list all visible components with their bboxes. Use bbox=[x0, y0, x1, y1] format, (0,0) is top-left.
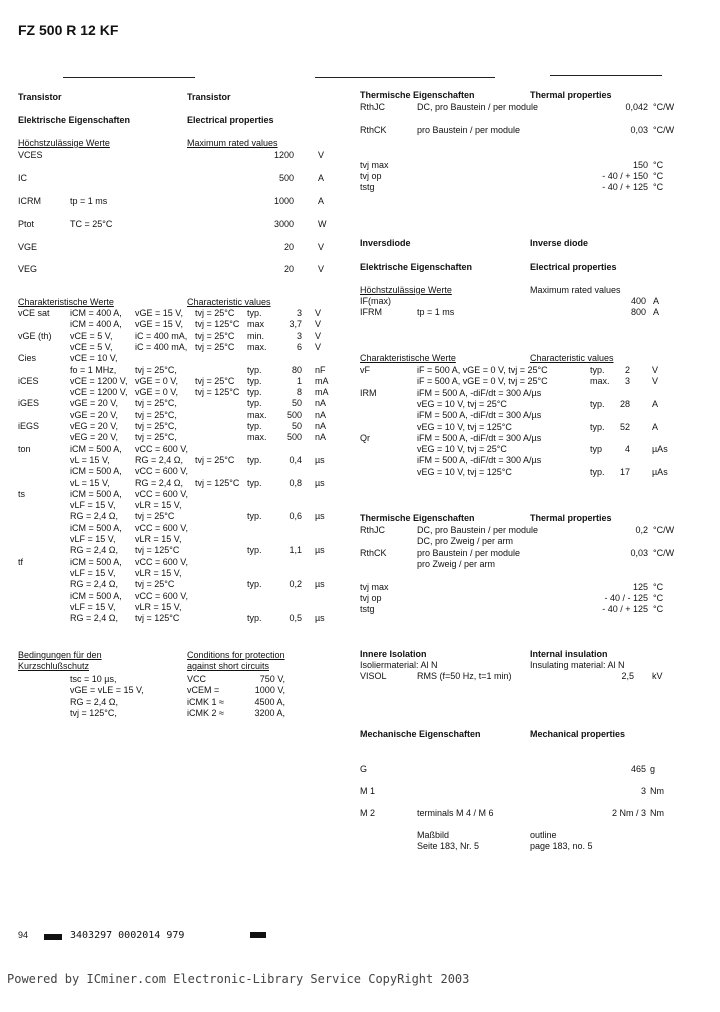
param-condition: iC = 400 mA, bbox=[135, 341, 188, 352]
param-value: 400 bbox=[630, 296, 646, 306]
subheading-de: Charakteristische Werte bbox=[18, 297, 114, 307]
param-qualifier: typ. bbox=[247, 477, 262, 488]
param-value: - 40 / + 125 bbox=[602, 604, 648, 614]
param-qualifier: typ. bbox=[590, 466, 605, 477]
param-condition: iC = 400 mA, bbox=[135, 330, 188, 341]
param-symbol: RthCK bbox=[360, 548, 387, 558]
param-value: 4 bbox=[624, 444, 630, 455]
param-condition: tvj = 25°C bbox=[135, 579, 175, 590]
param-value: 2 bbox=[624, 365, 630, 375]
section-heading-de: Mechanische Eigenschaften bbox=[360, 729, 481, 739]
section-heading-en: Electrical properties bbox=[187, 115, 274, 125]
param-symbol: Qr bbox=[360, 432, 370, 443]
param-unit: nF bbox=[315, 364, 326, 375]
param-condition: vGE = 15 V, bbox=[135, 308, 183, 318]
param-condition: vLR = 15 V, bbox=[135, 500, 182, 511]
condition-line: RG = 2,4 Ω, bbox=[70, 696, 118, 707]
param-unit: V bbox=[315, 341, 322, 352]
subheading-de: Höchstzulässige Werte bbox=[360, 285, 452, 295]
param-value: 50 bbox=[291, 421, 302, 431]
param-value: 465 bbox=[630, 764, 646, 774]
subheading-de: Kurzschlußschutz bbox=[18, 661, 90, 671]
param-condition: vL = 15 V, bbox=[70, 454, 110, 465]
param-condition: tvj = 25°C bbox=[195, 330, 235, 341]
param-unit: µs bbox=[315, 545, 325, 556]
subheading-en: against short circuits bbox=[187, 661, 270, 671]
param-unit: nA bbox=[315, 409, 327, 420]
condition-symbol: iCMK 2 ≈ bbox=[187, 707, 224, 718]
param-unit: V bbox=[652, 365, 659, 375]
param-unit: A bbox=[652, 421, 659, 432]
param-value: 150 bbox=[632, 160, 648, 170]
param-qualifier: typ. bbox=[247, 545, 262, 556]
param-unit: V bbox=[315, 319, 322, 330]
section-heading-de: Thermische Eigenschaften bbox=[360, 90, 475, 100]
param-value: 1000 bbox=[273, 196, 294, 206]
param-value: 3000 bbox=[273, 219, 294, 229]
param-condition: vGE = 20 V, bbox=[70, 409, 118, 420]
section-heading-de: Transistor bbox=[18, 92, 62, 102]
param-unit: µs bbox=[315, 579, 325, 590]
param-symbol: vF bbox=[360, 365, 370, 375]
param-unit: A bbox=[318, 173, 325, 183]
param-condition: RMS (f=50 Hz, t=1 min) bbox=[417, 671, 512, 681]
param-value: 1 bbox=[296, 375, 302, 386]
param-qualifier: typ. bbox=[247, 387, 262, 398]
param-value: 0,2 bbox=[289, 579, 302, 590]
param-symbol: Cies bbox=[18, 353, 37, 364]
param-condition: vGE = 15 V, bbox=[135, 319, 183, 330]
subheading-en: Characteristic values bbox=[530, 353, 614, 363]
param-description: DC, pro Baustein / per module bbox=[417, 525, 539, 535]
param-qualifier: typ. bbox=[247, 454, 262, 465]
param-condition: vL = 15 V, bbox=[70, 477, 110, 488]
param-unit: nA bbox=[315, 432, 327, 443]
param-qualifier: max. bbox=[247, 432, 267, 443]
section-heading-de: Thermische Eigenschaften bbox=[360, 513, 475, 523]
param-value: 28 bbox=[619, 398, 630, 409]
param-unit: °C bbox=[653, 182, 664, 192]
param-value: 500 bbox=[286, 432, 302, 443]
condition-symbol: VCC bbox=[187, 674, 207, 684]
param-unit: µAs bbox=[652, 444, 668, 455]
param-condition: tvj = 25°C, bbox=[135, 432, 177, 443]
param-qualifier: typ. bbox=[590, 421, 605, 432]
param-value: 17 bbox=[619, 466, 630, 477]
param-qualifier: max. bbox=[247, 409, 267, 420]
param-condition: vLF = 15 V, bbox=[70, 567, 116, 578]
barcode-block-right bbox=[250, 932, 266, 938]
outline-ref-en: outline bbox=[530, 830, 557, 840]
param-qualifier: typ. bbox=[247, 579, 262, 590]
param-condition: tvj = 25°C, bbox=[135, 364, 177, 375]
param-qualifier: typ. bbox=[590, 398, 605, 409]
subheading-en: Characteristic values bbox=[187, 297, 271, 307]
param-value: 3 bbox=[296, 330, 302, 341]
param-condition: iFM = 500 A, -diF/dt = 300 A/µs bbox=[417, 410, 542, 421]
param-value: 0,03 bbox=[630, 125, 648, 135]
param-condition: iCM = 500 A, bbox=[70, 522, 122, 533]
condition-value: 750 V, bbox=[259, 674, 285, 684]
param-symbol: tstg bbox=[360, 182, 375, 192]
param-value: 0,8 bbox=[289, 477, 302, 488]
param-value: 2,5 bbox=[621, 671, 634, 681]
section-heading-en: Transistor bbox=[187, 92, 231, 102]
subheading-de: Charakteristische Werte bbox=[360, 353, 456, 363]
param-condition: tp = 1 ms bbox=[70, 196, 108, 206]
subheading-en: Conditions for protection bbox=[187, 650, 285, 660]
param-value: 8 bbox=[296, 387, 302, 398]
param-symbol: RthCK bbox=[360, 125, 387, 135]
param-value: 52 bbox=[619, 421, 630, 432]
section-heading-en: Thermal properties bbox=[530, 90, 612, 100]
param-symbol: IRM bbox=[360, 387, 377, 398]
param-unit: µs bbox=[315, 454, 325, 465]
param-unit: g bbox=[650, 764, 656, 774]
section-heading-de: Elektrische Eigenschaften bbox=[18, 115, 131, 125]
param-condition: iCM = 400 A, bbox=[70, 319, 122, 330]
param-unit: mA bbox=[315, 375, 329, 386]
param-unit: °C bbox=[653, 604, 664, 614]
param-symbol: iEGS bbox=[18, 421, 40, 431]
param-qualifier: typ bbox=[590, 444, 603, 455]
param-qualifier: min. bbox=[247, 330, 265, 341]
param-description: pro Baustein / per module bbox=[417, 548, 521, 558]
param-symbol: VISOL bbox=[360, 671, 387, 681]
section-heading-en: Mechanical properties bbox=[530, 729, 626, 739]
param-unit: A bbox=[652, 398, 659, 409]
param-symbol: VEG bbox=[18, 264, 38, 274]
param-condition: iFM = 500 A, -diF/dt = 300 A/µs bbox=[417, 387, 542, 398]
top-rule bbox=[315, 77, 495, 78]
param-unit: A bbox=[653, 307, 660, 318]
param-condition: iCM = 500 A, bbox=[70, 466, 122, 477]
outline-ref-en: page 183, no. 5 bbox=[530, 841, 593, 851]
param-unit: Nm bbox=[650, 808, 664, 818]
param-symbol: Ptot bbox=[18, 219, 35, 229]
param-value: 6 bbox=[296, 341, 302, 352]
param-symbol: iCES bbox=[18, 375, 39, 386]
param-condition: tvj = 25°C bbox=[195, 454, 235, 465]
subheading-de: Bedingungen für den bbox=[18, 650, 102, 660]
param-symbol: M 1 bbox=[360, 786, 376, 796]
param-condition: RG = 2,4 Ω, bbox=[135, 477, 183, 488]
param-condition: iCM = 500 A, bbox=[70, 590, 122, 601]
insulation-material-de: Isoliermaterial: Al N bbox=[360, 660, 438, 670]
param-unit: nA bbox=[315, 421, 327, 431]
param-unit: °C bbox=[653, 582, 664, 592]
param-value: 20 bbox=[283, 242, 294, 252]
param-qualifier: max bbox=[247, 319, 265, 330]
param-condition: vCE = 10 V, bbox=[70, 353, 118, 364]
param-condition: vCC = 600 V, bbox=[135, 522, 188, 533]
param-value: - 40 / + 125 bbox=[602, 182, 648, 192]
param-value: 0,5 bbox=[289, 613, 302, 624]
param-symbol: iGES bbox=[18, 398, 40, 409]
param-unit: Nm bbox=[650, 786, 664, 796]
param-condition: iFM = 500 A, -diF/dt = 300 A/µs bbox=[417, 432, 542, 443]
subheading-de: Höchstzulässige Werte bbox=[18, 138, 110, 148]
param-value: 3 bbox=[640, 786, 646, 796]
param-value: - 40 / + 150 bbox=[602, 171, 648, 181]
param-condition: vCC = 600 V, bbox=[135, 488, 188, 499]
param-condition: iF = 500 A, vGE = 0 V, tvj = 25°C bbox=[417, 365, 548, 375]
param-unit: mA bbox=[315, 387, 329, 398]
param-symbol: ts bbox=[18, 488, 26, 499]
param-condition: vGE = 0 V, bbox=[135, 387, 178, 398]
param-value: 0,042 bbox=[625, 102, 648, 112]
param-description: DC, pro Baustein / per module bbox=[417, 102, 539, 112]
param-value: 1200 bbox=[273, 150, 294, 160]
condition-value: 4500 A, bbox=[254, 696, 285, 707]
condition-value: 1000 V, bbox=[254, 685, 285, 696]
page-number: 94 bbox=[18, 930, 29, 940]
section-heading-en: Electrical properties bbox=[530, 262, 617, 272]
section-heading-de: Elektrische Eigenschaften bbox=[360, 262, 473, 272]
section-heading-de: Inversdiode bbox=[360, 238, 411, 248]
param-qualifier: typ. bbox=[247, 398, 262, 409]
barcode-text: 3403297 0002014 979 bbox=[70, 930, 185, 941]
param-symbol: tvj max bbox=[360, 582, 389, 592]
param-symbol: ICRM bbox=[18, 196, 41, 206]
outline-ref-de: Seite 183, Nr. 5 bbox=[417, 841, 480, 851]
condition-value: 3200 A, bbox=[254, 707, 285, 718]
param-condition: tvj = 125°C bbox=[135, 545, 180, 556]
param-value: - 40 / - 125 bbox=[604, 593, 648, 603]
param-description: terminals M 4 / M 6 bbox=[417, 808, 494, 818]
param-condition: vEG = 10 V, tvj = 25°C bbox=[417, 444, 507, 455]
param-condition: vGE = 0 V, bbox=[135, 375, 178, 386]
param-unit: W bbox=[318, 219, 327, 229]
param-symbol: RthJC bbox=[360, 102, 386, 112]
subheading-en: Maximum rated values bbox=[187, 138, 278, 148]
param-condition: iFM = 500 A, -diF/dt = 300 A/µs bbox=[417, 455, 542, 466]
param-symbol: IC bbox=[18, 173, 27, 183]
param-condition: tvj = 25°C bbox=[195, 308, 235, 318]
param-condition: vCE = 1200 V, bbox=[70, 387, 128, 398]
param-condition: vEG = 20 V, bbox=[70, 421, 118, 431]
param-condition: RG = 2,4 Ω, bbox=[135, 454, 183, 465]
param-unit: nA bbox=[315, 398, 327, 409]
param-value: 20 bbox=[283, 264, 294, 274]
condition-line: tvj = 125°C, bbox=[70, 707, 117, 718]
section-heading-de: Innere Isolation bbox=[360, 649, 427, 659]
param-value: 500 bbox=[278, 173, 294, 183]
footer: Powered by ICminer.com Electronic-Library Service CopyRight 2003 bbox=[7, 972, 470, 986]
section-heading-en: Inverse diode bbox=[530, 238, 589, 248]
condition-line: vGE = vLE = 15 V, bbox=[70, 685, 144, 696]
param-condition: tvj = 25°C, bbox=[135, 398, 177, 409]
param-value: 0,6 bbox=[289, 511, 302, 522]
param-symbol: VGE bbox=[18, 242, 38, 252]
param-value: 3 bbox=[624, 376, 630, 387]
param-condition: tvj = 125°C bbox=[195, 477, 240, 488]
param-condition: vLF = 15 V, bbox=[70, 500, 116, 511]
param-condition: vCE = 5 V, bbox=[70, 330, 113, 341]
param-condition: vGE = 20 V, bbox=[70, 398, 118, 409]
param-condition: iCM = 400 A, bbox=[70, 308, 122, 318]
param-condition: vCC = 600 V, bbox=[135, 466, 188, 477]
param-symbol: tf bbox=[18, 556, 24, 567]
param-condition: tvj = 25°C bbox=[195, 341, 235, 352]
param-condition: RG = 2,4 Ω, bbox=[70, 545, 118, 556]
param-condition: RG = 2,4 Ω, bbox=[70, 579, 118, 590]
condition-line: tsc = 10 µs, bbox=[70, 674, 117, 684]
param-value: 500 bbox=[286, 409, 302, 420]
param-condition: vCE = 5 V, bbox=[70, 341, 113, 352]
param-unit: V bbox=[315, 308, 322, 318]
param-symbol: IF(max) bbox=[360, 296, 391, 306]
param-condition: tvj = 125°C bbox=[195, 387, 240, 398]
param-unit: °C/W bbox=[653, 125, 675, 135]
param-qualifier: typ. bbox=[247, 375, 262, 386]
param-condition: iCM = 500 A, bbox=[70, 443, 122, 454]
param-qualifier: typ. bbox=[247, 308, 262, 318]
param-condition: vLR = 15 V, bbox=[135, 567, 182, 578]
param-unit: V bbox=[318, 264, 325, 274]
param-unit: V bbox=[652, 376, 659, 387]
param-unit: °C/W bbox=[653, 102, 675, 112]
top-rule bbox=[550, 75, 662, 76]
param-condition: tvj = 125°C bbox=[135, 613, 180, 624]
param-unit: °C bbox=[653, 593, 664, 603]
condition-symbol: vCEM = bbox=[187, 685, 220, 696]
param-symbol: tvj op bbox=[360, 593, 382, 603]
param-condition: vCC = 600 V, bbox=[135, 590, 188, 601]
param-condition: tvj = 25°C, bbox=[135, 421, 177, 431]
param-unit: A bbox=[653, 296, 660, 306]
param-symbol: M 2 bbox=[360, 808, 376, 818]
param-description: DC, pro Zweig / per arm bbox=[417, 536, 514, 546]
param-symbol: ton bbox=[18, 443, 31, 454]
section-heading-en: Thermal properties bbox=[530, 513, 612, 523]
param-unit: A bbox=[318, 196, 325, 206]
param-value: 50 bbox=[291, 398, 302, 409]
param-condition: iCM = 500 A, bbox=[70, 556, 122, 567]
param-value: 0,4 bbox=[289, 454, 302, 465]
param-unit: V bbox=[315, 330, 322, 341]
param-condition: vLR = 15 V, bbox=[135, 601, 182, 612]
param-condition: tvj = 125°C bbox=[195, 319, 240, 330]
param-value: 0,2 bbox=[635, 525, 648, 535]
section-heading-en: Internal insulation bbox=[530, 649, 608, 659]
param-symbol: tvj op bbox=[360, 171, 382, 181]
param-unit: °C/W bbox=[653, 548, 675, 558]
barcode-block-left bbox=[44, 934, 62, 940]
param-unit: µs bbox=[315, 613, 325, 624]
param-value: 800 bbox=[630, 307, 646, 318]
param-condition: tvj = 25°C bbox=[135, 511, 175, 522]
param-unit: µs bbox=[315, 511, 325, 522]
param-value: 125 bbox=[632, 582, 648, 592]
top-rule bbox=[63, 77, 195, 78]
param-condition: RG = 2,4 Ω, bbox=[70, 613, 118, 624]
param-value: 0,03 bbox=[630, 548, 648, 558]
subheading-en: Maximum rated values bbox=[530, 285, 621, 295]
param-symbol: tstg bbox=[360, 604, 375, 614]
insulation-material-en: Insulating material: Al N bbox=[530, 660, 625, 670]
param-symbol: VCES bbox=[18, 150, 43, 160]
param-condition: tp = 1 ms bbox=[417, 307, 455, 318]
param-unit: °C bbox=[653, 171, 664, 181]
param-unit: µs bbox=[315, 477, 325, 488]
param-symbol: G bbox=[360, 764, 368, 774]
condition-symbol: iCMK 1 ≈ bbox=[187, 696, 224, 707]
param-condition: tvj = 25°C, bbox=[135, 409, 177, 420]
param-unit: °C bbox=[653, 160, 664, 170]
param-condition: vCE = 1200 V, bbox=[70, 375, 128, 386]
param-description: pro Zweig / per arm bbox=[417, 559, 496, 569]
param-symbol: vGE (th) bbox=[18, 330, 52, 341]
param-condition: iCM = 500 A, bbox=[70, 488, 122, 499]
param-condition: vEG = 10 V, tvj = 25°C bbox=[417, 398, 507, 409]
param-condition: RG = 2,4 Ω, bbox=[70, 511, 118, 522]
param-symbol: RthJC bbox=[360, 525, 386, 535]
param-unit: V bbox=[318, 150, 325, 160]
param-symbol: IFRM bbox=[360, 307, 382, 318]
param-condition: vEG = 20 V, bbox=[70, 432, 118, 443]
param-qualifier: typ. bbox=[247, 613, 262, 624]
param-condition: vLF = 15 V, bbox=[70, 601, 116, 612]
param-condition: vCC = 600 V, bbox=[135, 556, 188, 567]
param-condition: vCC = 600 V, bbox=[135, 443, 188, 454]
param-qualifier: max. bbox=[247, 341, 267, 352]
param-condition: tvj = 25°C bbox=[195, 375, 235, 386]
param-unit: °C/W bbox=[653, 525, 675, 535]
outline-ref-de: Maßbild bbox=[417, 830, 450, 840]
param-condition: vEG = 10 V, tvj = 125°C bbox=[417, 421, 512, 432]
param-unit: kV bbox=[652, 671, 663, 681]
param-qualifier: typ. bbox=[247, 421, 262, 431]
param-condition: fo = 1 MHz, bbox=[70, 364, 117, 375]
param-condition: TC = 25°C bbox=[70, 219, 113, 229]
param-value: 2 Nm / 3 bbox=[611, 808, 646, 818]
param-unit: V bbox=[318, 242, 325, 252]
param-value: 3,7 bbox=[289, 319, 302, 330]
param-qualifier: typ. bbox=[247, 364, 262, 375]
param-condition: vLR = 15 V, bbox=[135, 534, 182, 544]
page-title: FZ 500 R 12 KF bbox=[18, 22, 119, 38]
param-value: 3 bbox=[296, 308, 302, 318]
param-condition: iF = 500 A, vGE = 0 V, tvj = 25°C bbox=[417, 376, 548, 387]
param-qualifier: typ. bbox=[590, 365, 605, 375]
param-symbol: tvj max bbox=[360, 160, 389, 170]
param-qualifier: typ. bbox=[247, 511, 262, 522]
param-value: 80 bbox=[291, 364, 302, 375]
param-qualifier: max. bbox=[590, 376, 610, 387]
param-description: pro Baustein / per module bbox=[417, 125, 521, 135]
param-condition: vEG = 10 V, tvj = 125°C bbox=[417, 466, 512, 477]
param-symbol: vCE sat bbox=[18, 308, 50, 318]
param-unit: µAs bbox=[652, 466, 668, 477]
param-value: 1,1 bbox=[289, 545, 302, 556]
param-condition: vLF = 15 V, bbox=[70, 534, 116, 544]
